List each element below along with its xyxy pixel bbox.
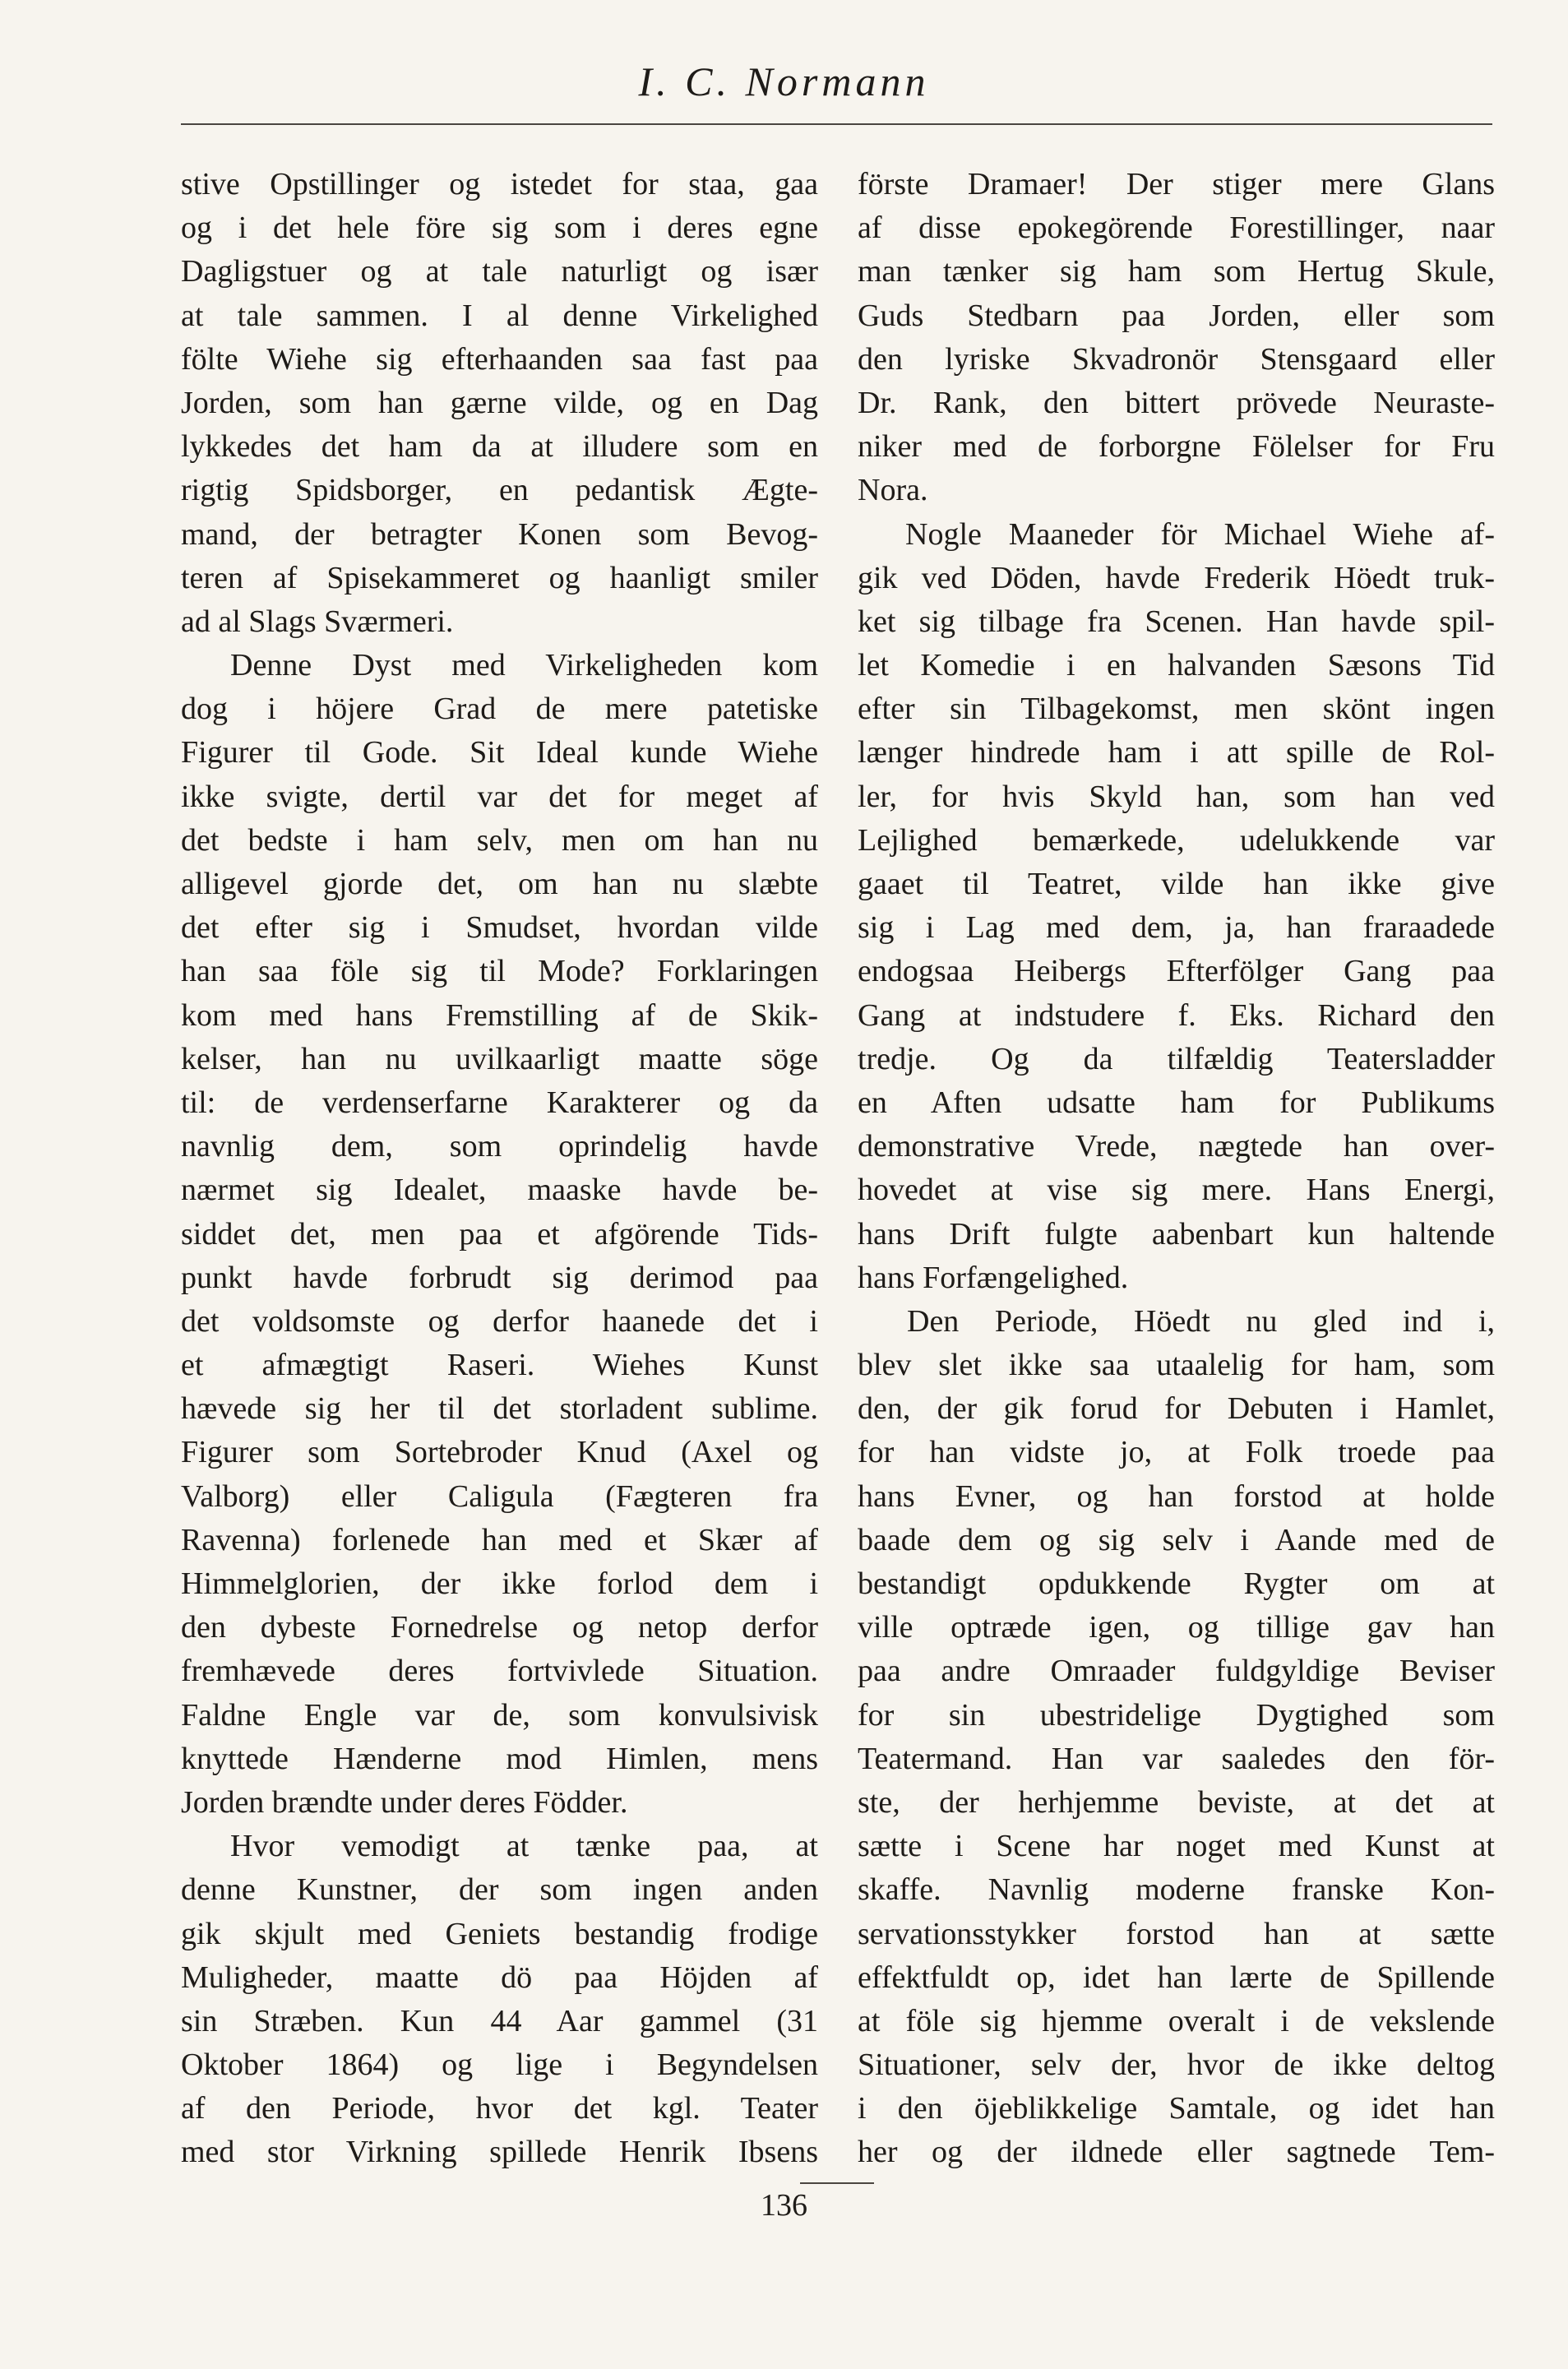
text-line: sætte i Scene har noget med Kunst at <box>858 1829 1495 1864</box>
text-line: mand, der betragter Konen som Bevog- <box>181 516 818 552</box>
text-line: gaaet til Teatret, vilde han ikke give <box>858 867 1495 901</box>
text-line: hovedet at vise sig mere. Hans Energi, <box>858 1173 1495 1208</box>
text-line: knyttede Hænderne mod Himlen, mens <box>181 1741 818 1776</box>
paragraph-end-line: Nora. <box>858 473 928 508</box>
text-line: endogsaa Heibergs Efterfölger Gang paa <box>858 954 1495 989</box>
text-line: effektfuldt op, idet han lærte de Spillende <box>858 1960 1495 1995</box>
text-line: navnlig dem, som oprindelig havde <box>181 1129 818 1164</box>
text-line: nærmet sig Idealet, maaske havde be- <box>181 1173 818 1208</box>
text-line: sig i Lag med dem, ja, han fraraadede <box>858 910 1495 946</box>
text-line: Ravenna) forlenede han med et Skær af <box>181 1522 818 1557</box>
text-line: ikke svigte, dertil var det for meget af <box>181 779 818 814</box>
page-number: 136 <box>761 2188 807 2223</box>
text-line: længer hindrede ham i att spille de Rol- <box>858 735 1495 770</box>
text-line: for sin ubestridelige Dygtighed som <box>858 1697 1495 1733</box>
text-line: lykkedes det ham da at illudere som en <box>181 429 818 465</box>
text-line: gik ved Döden, havde Frederik Höedt truk- <box>858 560 1495 595</box>
text-line: Situationer, selv der, hvor de ikke deltog <box>858 2047 1495 2083</box>
text-line: at föle sig hjemme overalt i de vekslende <box>858 2003 1495 2038</box>
text-line: Himmelglorien, der ikke forlod dem i <box>181 1566 818 1601</box>
text-line: ket sig tilbage fra Scenen. Han havde spil- <box>858 604 1495 639</box>
paragraph-first-line: Denne Dyst med Virkeligheden kom <box>230 648 818 683</box>
text-line: gik skjult med Geniets bestandig frodige <box>181 1916 818 1951</box>
paragraph-end-line: Jorden brændte under deres Födder. <box>181 1784 628 1820</box>
paragraph-first-line: Hvor vemodigt at tænke paa, at <box>230 1829 818 1864</box>
paragraph-first-line: Den Periode, Höedt nu gled ind i, <box>907 1303 1495 1339</box>
text-line: den, der gik forud for Debuten i Hamlet, <box>858 1391 1495 1427</box>
text-line: blev slet ikke saa utaalelig for ham, som <box>858 1348 1495 1383</box>
text-line: ler, for hvis Skyld han, som han ved <box>858 779 1495 814</box>
text-line: demonstrative Vrede, nægtede han over- <box>858 1129 1495 1164</box>
text-line: förste Dramaer! Der stiger mere Glans <box>858 167 1495 201</box>
text-line: den lyriske Skvadronör Stensgaard eller <box>858 341 1495 377</box>
text-line: i den öjeblikkelige Samtale, og idet han <box>858 2091 1495 2126</box>
text-line: Valborg) eller Caligula (Fægteren fra <box>181 1478 818 1514</box>
text-line: Muligheder, maatte dö paa Höjden af <box>181 1960 818 1995</box>
text-line: siddet det, men paa et afgörende Tids- <box>181 1216 818 1252</box>
running-header-title: I. C. Normann <box>638 58 930 104</box>
paragraph-first-line: Nogle Maaneder för Michael Wiehe af- <box>905 516 1495 552</box>
paragraph-end-line: hans Forfængelighed. <box>858 1260 1129 1295</box>
text-line: det efter sig i Smudset, hvordan vilde <box>181 910 818 946</box>
text-line: teren af Spisekammeret og haanligt smiler <box>181 560 818 595</box>
text-line: servationsstykker forstod han at sætte <box>858 1916 1495 1951</box>
text-line: Dagligstuer og at tale naturligt og især <box>181 254 818 289</box>
text-line: det voldsomste og derfor haanede det i <box>181 1303 818 1339</box>
text-column-left <box>181 163 818 2175</box>
text-line: tredje. Og da tilfældig Teatersladder <box>858 1041 1495 1076</box>
paragraph-end-line: ad al Slags Sværmeri. <box>181 604 454 639</box>
text-line: et afmægtigt Raseri. Wiehes Kunst <box>181 1348 818 1383</box>
text-line: efter sin Tilbagekomst, men skönt ingen <box>858 692 1495 727</box>
text-line: den dybeste Fornedrelse og netop derfor <box>181 1610 818 1645</box>
text-line: med stor Virkning spillede Henrik Ibsens <box>181 2135 818 2170</box>
text-line: alligevel gjorde det, om han nu slæbte <box>181 867 818 901</box>
text-line: dog i höjere Grad de mere patetiske <box>181 692 818 727</box>
text-line: punkt havde forbrudt sig derimod paa <box>181 1260 818 1295</box>
text-line: let Komedie i en halvanden Sæsons Tid <box>858 648 1495 683</box>
text-line: rigtig Spidsborger, en pedantisk Ægte- <box>181 473 818 508</box>
text-line: kelser, han nu uvilkaarligt maatte söge <box>181 1041 818 1076</box>
header-rule <box>181 123 1492 125</box>
text-line: hævede sig her til det storladent sublime. <box>181 1391 818 1427</box>
footer-rule <box>800 2182 874 2184</box>
text-line: her og der ildnede eller sagtnede Tem- <box>858 2135 1495 2170</box>
text-column-right <box>858 163 1495 2175</box>
text-line: kom med hans Fremstilling af de Skik- <box>181 997 818 1033</box>
text-line: fremhævede deres fortvivlede Situation. <box>181 1654 818 1689</box>
text-line: for han vidste jo, at Folk troede paa <box>858 1435 1495 1470</box>
text-line: Lejlighed bemærkede, udelukkende var <box>858 822 1495 858</box>
text-line: Figurer som Sortebroder Knud (Axel og <box>181 1435 818 1470</box>
text-line: en Aften udsatte ham for Publikums <box>858 1085 1495 1120</box>
text-line: stive Opstillinger og istedet for staa, gaa <box>181 167 818 201</box>
text-line: hans Drift fulgte aabenbart kun haltende <box>858 1216 1495 1252</box>
text-line: og i det hele före sig som i deres egne <box>181 211 818 246</box>
text-line: at tale sammen. I al denne Virkelighed <box>181 298 818 333</box>
text-line: ste, der herhjemme beviste, at det at <box>858 1784 1495 1820</box>
text-line: paa andre Omraader fuldgyldige Beviser <box>858 1654 1495 1689</box>
text-line: Jorden, som han gærne vilde, og en Dag <box>181 385 818 420</box>
text-line: han saa föle sig til Mode? Forklaringen <box>181 954 818 989</box>
text-line: af den Periode, hvor det kgl. Teater <box>181 2091 818 2126</box>
text-line: Dr. Rank, den bittert prövede Neuraste- <box>858 385 1495 420</box>
text-line: man tænker sig ham som Hertug Skule, <box>858 254 1495 289</box>
text-line: Oktober 1864) og lige i Begyndelsen <box>181 2047 818 2083</box>
text-line: Faldne Engle var de, som konvulsivisk <box>181 1697 818 1733</box>
text-line: denne Kunstner, der som ingen anden <box>181 1872 818 1908</box>
text-line: fölte Wiehe sig efterhaanden saa fast paa <box>181 341 818 377</box>
text-line: baade dem og sig selv i Aande med de <box>858 1522 1495 1557</box>
text-line: til: de verdenserfarne Karakterer og da <box>181 1085 818 1120</box>
text-line: niker med de forborgne Fölelser for Fru <box>858 429 1495 465</box>
text-line: ville optræde igen, og tillige gav han <box>858 1610 1495 1645</box>
text-line: hans Evner, og han forstod at holde <box>858 1478 1495 1514</box>
text-line: sin Stræben. Kun 44 Aar gammel (31 <box>181 2003 818 2038</box>
text-line: Guds Stedbarn paa Jorden, eller som <box>858 298 1495 333</box>
text-line: det bedste i ham selv, men om han nu <box>181 822 818 858</box>
text-line: skaffe. Navnlig moderne franske Kon- <box>858 1872 1495 1908</box>
text-line: Gang at indstudere f. Eks. Richard den <box>858 997 1495 1033</box>
text-line: af disse epokegörende Forestillinger, naar <box>858 211 1495 246</box>
text-line: Figurer til Gode. Sit Ideal kunde Wiehe <box>181 735 818 770</box>
text-line: Teatermand. Han var saaledes den för- <box>858 1741 1495 1776</box>
text-line: bestandigt opdukkende Rygter om at <box>858 1566 1495 1601</box>
